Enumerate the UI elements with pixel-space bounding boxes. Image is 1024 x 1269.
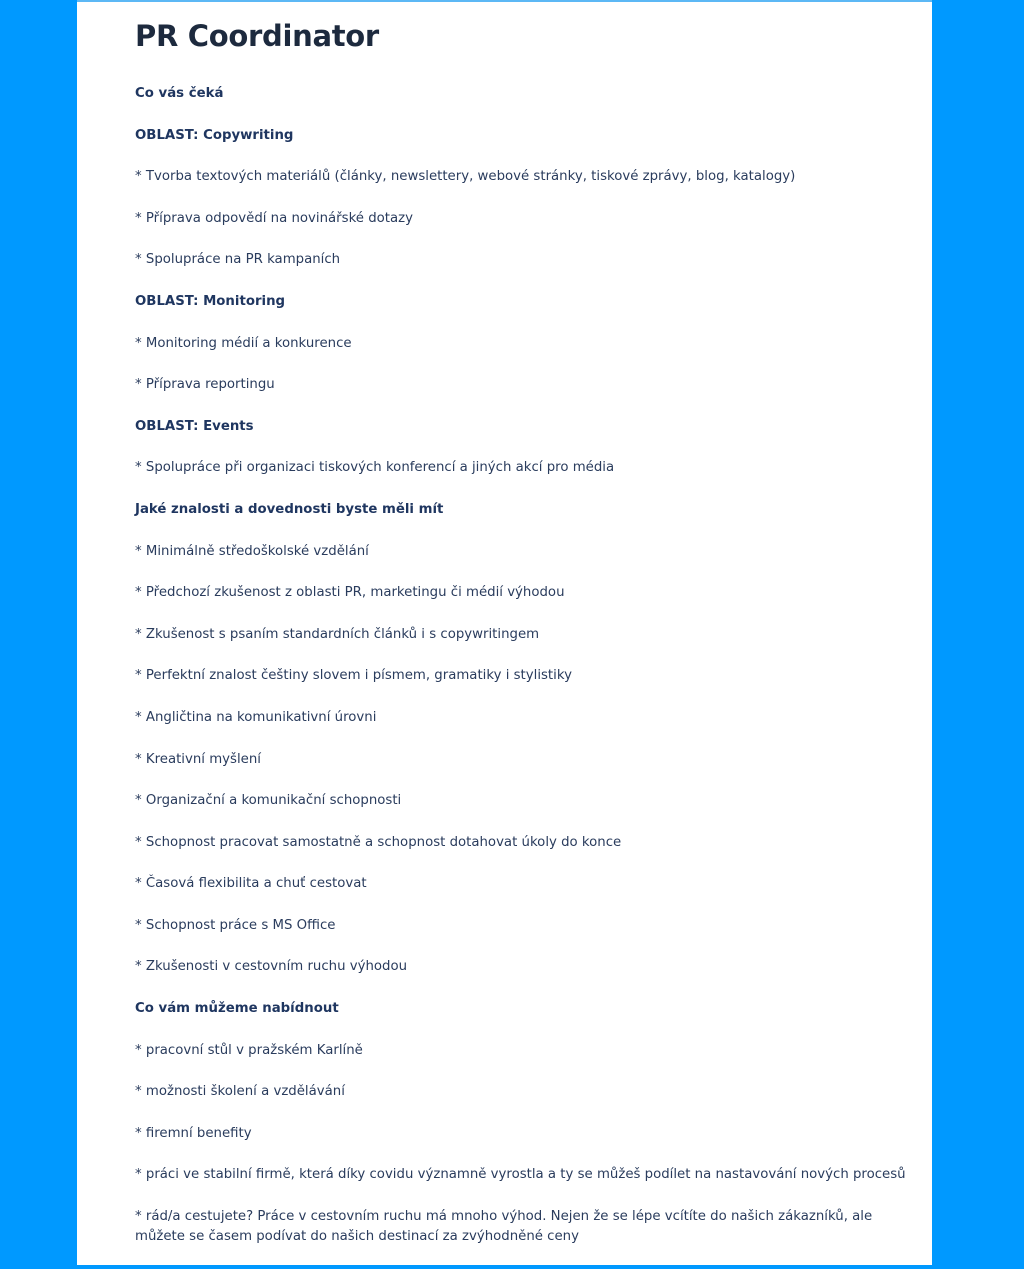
description-item: * Minimálně středoškolské vzdělání [135,543,369,559]
description-item: * Schopnost práce s MS Office [135,917,336,933]
job-posting-content [135,2,905,1265]
description-item: * Schopnost pracovat samostatně a schopnost dotahovat úkoly do konce [135,834,622,850]
description-item: * firemní benefity [135,1125,252,1141]
description-item: * Kreativní myšlení [135,751,261,767]
description-item: * Příprava reportingu [135,377,275,393]
description-item: * Příprava odpovědí na novinářské dotazy [135,210,414,226]
description-item: * Spolupráce při organizaci tiskových konferencí a jiných akcí pro média [135,460,615,476]
description-item: * Předchozí zkušenost z oblasti PR, marketingu či médií výhodou [135,585,565,601]
section-heading: Jaké znalosti a dovednosti byste měli mít [135,501,444,517]
section-heading: OBLAST: Events [135,418,254,434]
section-heading: Co vám můžeme nabídnout [135,1001,339,1017]
description-item: * Angličtina na komunikativní úrovni [135,709,377,725]
job-description [135,84,905,1247]
section-heading: OBLAST: Copywriting [135,127,294,143]
description-item: * rád/a cestujete? Práce v cestovním ruchu má mnoho výhod. Nejen že se lépe vcítíte do našich zákazníků, ale můžete se časem podívat do našich destinací za zvýhodněné ceny [135,1209,873,1245]
description-item: * pracovní stůl v pražském Karlíně [135,1042,363,1058]
description-item: * Perfektní znalost češtiny slovem i písmem, gramatiky i stylistiky [135,668,572,684]
page-title: PR Coordinator [135,19,379,53]
description-item: * Monitoring médií a konkurence [135,335,352,351]
description-item: * Zkušenosti v cestovním ruchu výhodou [135,959,408,975]
description-item: * Časová flexibilita a chuť cestovat [135,876,367,892]
section-heading: Co vás čeká [135,86,224,101]
job-posting-page [77,0,932,1265]
description-item: * práci ve stabilní firmě, která díky covidu významně vyrostla a ty se můžeš podílet na nastavování nových procesů [135,1167,906,1183]
section-heading: OBLAST: Monitoring [135,293,286,309]
description-item: * Organizační a komunikační schopnosti [135,793,402,809]
description-item: * Tvorba textových materiálů (články, newslettery, webové stránky, tiskové zprávy, blog, katalogy) [135,169,796,185]
description-item: * Spolupráce na PR kampaních [135,252,341,268]
description-item: * Zkušenost s psaním standardních článků i s copywritingem [135,626,540,642]
description-item: * možnosti školení a vzdělávání [135,1084,345,1100]
